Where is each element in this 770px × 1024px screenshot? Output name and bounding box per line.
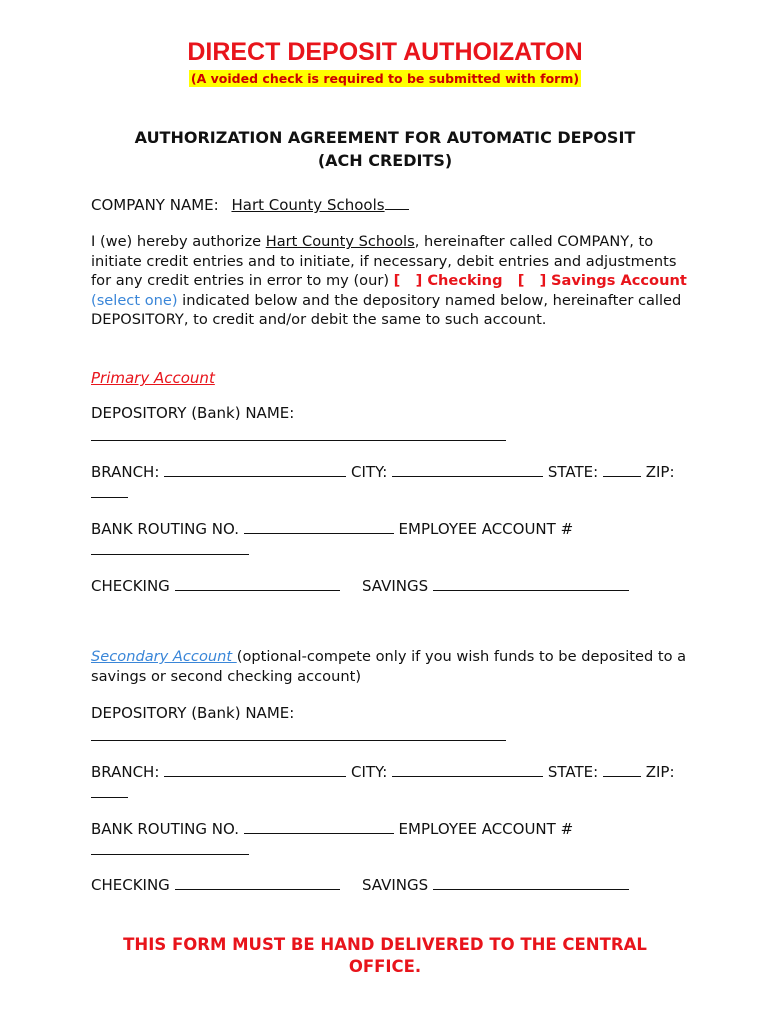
primary-account-heading: Primary Account: [91, 369, 215, 387]
primary-depository-field[interactable]: [91, 425, 506, 441]
subtitle-wrap: [0, 69, 770, 87]
secondary-state-label: STATE:: [547, 763, 599, 781]
primary-city-field[interactable]: [392, 461, 543, 477]
primary-savings-field[interactable]: [433, 575, 629, 591]
delivery-notice-line-2: OFFICE.: [348, 957, 422, 976]
secondary-account-intro: [91, 647, 691, 686]
form-title: DIRECT DEPOSIT AUTHOIZATON: [187, 38, 583, 66]
secondary-zip-label: ZIP:: [645, 763, 675, 781]
company-row: [91, 194, 409, 214]
secondary-employee-row: [91, 839, 249, 859]
primary-checking-field[interactable]: [175, 575, 340, 591]
secondary-routing-label: BANK ROUTING NO.: [91, 820, 239, 838]
secondary-account-note: (optional-compete only if you wish funds to be deposited to a savings or second checking account): [91, 648, 687, 685]
primary-depository-row: [91, 425, 506, 445]
secondary-checking-label: CHECKING: [91, 876, 170, 894]
checking-checkbox-text: [ ] Checking [ ]: [393, 272, 547, 289]
primary-state-field[interactable]: [603, 461, 641, 477]
secondary-account-heading: Secondary Account: [91, 648, 237, 665]
primary-routing-field[interactable]: [244, 518, 394, 534]
authorization-paragraph: [91, 232, 691, 330]
secondary-routing-field[interactable]: [244, 818, 394, 834]
form-subtitle: (A voided check is required to be submitted with form): [190, 71, 580, 86]
primary-checking-label: CHECKING: [91, 577, 170, 595]
primary-depository-label: DEPOSITORY (Bank) NAME:: [91, 404, 295, 422]
company-label: COMPANY NAME:: [91, 196, 219, 214]
primary-employee-field[interactable]: [91, 539, 249, 555]
secondary-city-field[interactable]: [392, 761, 543, 777]
auth-company: Hart County Schools: [265, 233, 415, 250]
secondary-savings-label: SAVINGS: [362, 876, 429, 894]
heading-line-2: (ACH CREDITS): [317, 151, 453, 170]
secondary-employee-field[interactable]: [91, 839, 249, 855]
secondary-checking-field[interactable]: [175, 874, 340, 890]
company-name: Hart County Schools: [231, 196, 385, 214]
auth-text-3: indicated below and the depository named below, hereinafter called DEPOSITORY, to credit and/or debit the same to such account.: [91, 291, 682, 328]
savings-account-label: Savings Account: [550, 272, 687, 289]
secondary-branch-row: [91, 761, 675, 781]
primary-zip-label: ZIP:: [645, 463, 675, 481]
auth-text-1: I (we) hereby authorize: [91, 233, 266, 250]
primary-routing-row: [91, 518, 573, 538]
primary-routing-label: BANK ROUTING NO.: [91, 520, 239, 538]
secondary-savings-row: [362, 874, 629, 894]
delivery-notice: [0, 934, 770, 978]
primary-employee-label: EMPLOYEE ACCOUNT #: [398, 520, 574, 538]
primary-state-label: STATE:: [547, 463, 599, 481]
secondary-savings-field[interactable]: [433, 874, 629, 890]
primary-savings-label: SAVINGS: [362, 577, 429, 595]
company-name-blank: [385, 194, 409, 210]
secondary-zip-field[interactable]: [91, 782, 128, 798]
secondary-zip-row: [91, 782, 128, 802]
primary-zip-row: [91, 482, 128, 502]
secondary-checking-row: [91, 874, 340, 894]
secondary-city-label: CITY:: [350, 763, 388, 781]
primary-branch-row: [91, 461, 675, 481]
secondary-state-field[interactable]: [603, 761, 641, 777]
select-one-note: (select one): [91, 291, 178, 309]
primary-branch-field[interactable]: [164, 461, 346, 477]
auth-text-2: , hereinafter called COMPANY, to initiate credit entries and to initiate, if necessary, debit entries and adjustments for any credit entries in error to my (our): [91, 233, 677, 289]
primary-zip-field[interactable]: [91, 482, 128, 498]
primary-branch-label: BRANCH:: [91, 463, 160, 481]
secondary-depository-field[interactable]: [91, 725, 506, 741]
secondary-routing-row: [91, 818, 573, 838]
primary-checking-row: [91, 575, 340, 595]
secondary-employee-label: EMPLOYEE ACCOUNT #: [398, 820, 574, 838]
primary-city-label: CITY:: [350, 463, 388, 481]
secondary-depository-row: [91, 725, 506, 745]
secondary-depository-label: DEPOSITORY (Bank) NAME:: [91, 704, 295, 722]
delivery-notice-line-1: THIS FORM MUST BE HAND DELIVERED TO THE CENTRAL: [123, 935, 647, 954]
agreement-heading: [0, 126, 770, 172]
primary-employee-row: [91, 539, 249, 559]
primary-savings-row: [362, 575, 629, 595]
secondary-branch-field[interactable]: [164, 761, 346, 777]
heading-line-1: AUTHORIZATION AGREEMENT FOR AUTOMATIC DEPOSIT: [134, 128, 636, 147]
secondary-branch-label: BRANCH:: [91, 763, 160, 781]
